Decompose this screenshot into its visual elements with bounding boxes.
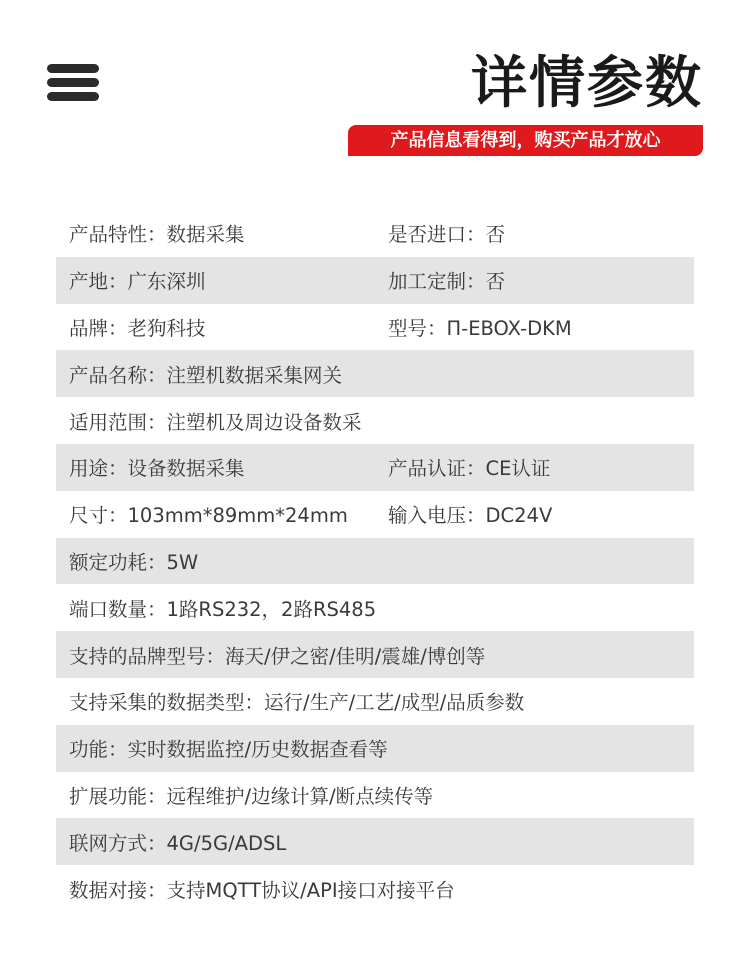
- spec-rated-power: 额定功耗：5W: [69, 550, 199, 574]
- spec-imported: 是否进口：否: [388, 223, 506, 247]
- spec-supported-brands: 支持的品牌型号：海天/伊之密/佳明/震雄/博创等: [69, 644, 486, 668]
- spec-extended-functions: 扩展功能：远程维护/边缘计算/断点续传等: [69, 784, 434, 808]
- spec-row: [56, 865, 694, 912]
- menu-bar-bottom: [47, 92, 99, 101]
- spec-table: [56, 210, 694, 912]
- spec-port-count: 端口数量：1路RS232，2路RS485: [69, 597, 377, 621]
- spec-product-name: 产品名称：注塑机数据采集网关: [69, 363, 343, 387]
- spec-data-types: 支持采集的数据类型：运行/生产/工艺/成型/品质参数: [69, 691, 525, 715]
- spec-row: [56, 818, 694, 865]
- spec-certification: 产品认证：CE认证: [388, 457, 551, 481]
- spec-row: [56, 257, 694, 304]
- menu-bar-middle: [47, 78, 99, 87]
- spec-row: [56, 584, 694, 631]
- promo-banner: 产品信息看得到，购买产品才放心: [348, 125, 703, 156]
- spec-customization: 加工定制：否: [388, 270, 506, 294]
- spec-application-scope: 适用范围：注塑机及周边设备数采: [69, 410, 362, 434]
- spec-brand: 品牌：老狗科技: [69, 316, 206, 340]
- spec-row: [56, 678, 694, 725]
- spec-row: [56, 350, 694, 397]
- spec-row: [56, 725, 694, 772]
- spec-network-mode: 联网方式：4G/5G/ADSL: [69, 831, 287, 855]
- spec-data-integration: 数据对接：支持MQTT协议/API接口对接平台: [69, 878, 455, 902]
- spec-row: [56, 444, 694, 491]
- spec-model: 型号：П-EBOX-DKM: [388, 316, 572, 340]
- spec-origin: 产地：广东深圳: [69, 270, 206, 294]
- spec-row: [56, 304, 694, 351]
- spec-row: [56, 491, 694, 538]
- spec-row: [56, 210, 694, 257]
- spec-row: [56, 538, 694, 585]
- spec-input-voltage: 输入电压：DC24V: [388, 504, 553, 528]
- spec-row: [56, 631, 694, 678]
- hamburger-menu-icon[interactable]: [47, 64, 99, 102]
- spec-row: [56, 772, 694, 819]
- spec-row: [56, 397, 694, 444]
- spec-dimensions: 尺寸：103mm*89mm*24mm: [69, 504, 348, 528]
- spec-functions: 功能：实时数据监控/历史数据查看等: [69, 738, 388, 762]
- menu-bar-top: [47, 64, 99, 73]
- page-title: 详情参数: [471, 51, 703, 116]
- spec-usage: 用途：设备数据采集: [69, 457, 245, 481]
- spec-product-feature: 产品特性：数据采集: [69, 223, 245, 247]
